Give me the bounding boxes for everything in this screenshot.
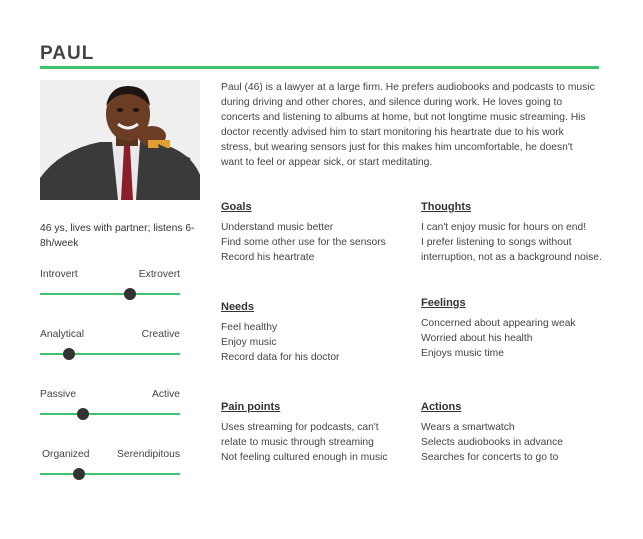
trait-right-label: Extrovert [138,269,180,280]
persona-name: PAUL [40,43,95,64]
section-heading: Thoughts [421,201,472,213]
needs-section [221,301,406,365]
title-divider [40,66,599,69]
list-item: Worried about his health [421,333,533,344]
list-item: Searches for concerts to go to [421,452,559,463]
pain-points-section [221,401,396,465]
list-item: Understand music better [221,222,334,233]
list-item: Feel healthy [221,322,278,333]
persona-photo [40,80,200,200]
list-item: Record his heartrate [221,252,315,263]
actions-section [421,401,606,465]
list-item: I can't enjoy music for hours on end! [421,222,587,233]
list-item: Uses streaming for podcasts, can't relate to music through streaming [221,422,379,448]
trait-track [40,353,180,355]
section-heading: Needs [221,301,255,313]
trait-knob [73,468,85,480]
trait-slider-introvert-extrovert [40,269,180,309]
trait-knob [77,408,89,420]
section-heading: Feelings [421,297,466,309]
trait-left-label: Analytical [40,329,85,340]
feelings-section [421,297,606,361]
list-item: Selects audiobooks in advance [421,437,563,448]
trait-track [40,413,180,415]
persona-stats: 46 ys, lives with partner; listens 6-8h/week [40,223,195,249]
trait-right-label: Serendipitous [117,449,180,460]
trait-left-label: Introvert [40,269,78,280]
list-item: Find some other use for the sensors [221,237,386,248]
trait-knob [124,288,136,300]
list-item: Record data for his doctor [221,352,340,363]
trait-right-label: Creative [141,329,180,340]
trait-right-label: Active [151,389,180,400]
section-heading: Pain points [221,401,281,413]
trait-left-label: Organized [42,449,90,460]
persona-bio: Paul (46) is a lawyer at a large firm. He prefers audiobooks and podcasts to music during driving and other chores, and silence during work. He loves going to concerts and listening to albums at home, but not longtime music streaming. His doctor recently advised him to start monitoring his heartrate due to his work stress, but wearing sensors just for this makes him uncomfortable, he doesn't want to feel or appear sick, or start meditating. [221,82,595,168]
trait-track [40,293,180,295]
list-item: Wears a smartwatch [421,422,515,433]
thoughts-section [421,201,606,265]
section-heading: Actions [421,401,462,413]
list-item: Enjoy music [221,337,277,348]
trait-slider-organized-serendipitous [40,449,180,489]
trait-track [40,473,180,475]
goals-section [221,201,406,265]
list-item: Enjoys music time [421,348,504,359]
list-item: Concerned about appearing weak [421,318,576,329]
section-heading: Goals [221,201,252,213]
trait-knob [63,348,75,360]
trait-slider-passive-active [40,389,180,429]
list-item: Not feeling cultured enough in music [221,452,388,463]
trait-left-label: Passive [40,389,77,400]
trait-slider-analytical-creative [40,329,180,369]
list-item: I prefer listening to songs without interruption, not as a background noise. [421,237,602,263]
